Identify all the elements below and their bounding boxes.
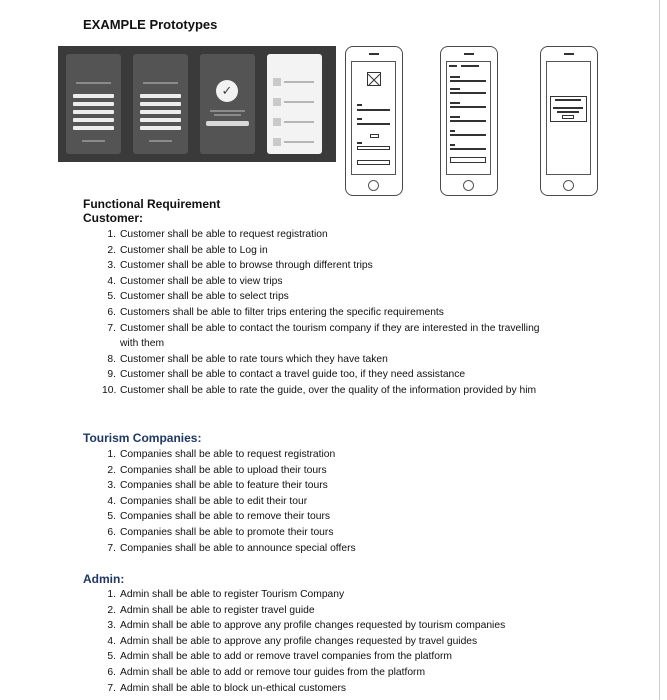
home-button-icon [563,180,574,191]
list-item: 3. Customer shall be able to browse through different trips [107,260,373,272]
list-item: 7. Companies shall be able to announce special offers [107,542,356,554]
list-item: 5. Customer shall be able to select trips [107,291,289,303]
list-item: 9. Customer shall be able to contact a travel guide too, if they need assistance [107,369,466,381]
list-item: 4. Companies shall be able to edit their tour [107,495,308,507]
list-item: 10. Customer shall be able to rate the guide, over the quality of the information provided by him [102,384,537,396]
tourism-companies-heading: Tourism Companies: [83,431,202,445]
wireframe-phone-registration [440,46,498,196]
wireframe-phone-login [345,46,403,196]
list-item: 1. Customer shall be able to request registration [107,229,328,240]
prototype-screens-dark [58,46,336,162]
customer-requirements-list [102,227,598,399]
list-item: 5. Admin shall be able to add or remove travel companies from the platform [107,651,452,663]
image-placeholder-icon [367,72,381,86]
customer-heading: Customer: [83,211,144,225]
wireframe-phone-confirmation [540,46,598,196]
section-heading: Functional Requirement [83,197,221,211]
list-item: 1. Admin shall be able to register Tourism Company [107,589,345,600]
list-item: 8. Customer shall be able to rate tours which they have taken [107,353,388,365]
admin-requirements-list [102,587,505,696]
page-title: EXAMPLE Prototypes [83,17,218,32]
prototype-screen-list [267,54,322,154]
list-item: 6. Companies shall be able to promote their tours [107,526,334,538]
list-item: 2. Admin shall be able to register travel guide [107,604,315,616]
list-item: 6. Customers shall be able to filter trips entering the specific requirements [107,306,444,318]
tourism-companies-requirements-list [102,447,356,556]
admin-heading: Admin: [83,572,125,586]
list-item: 2. Customer shall be able to Log in [107,244,268,256]
prototype-screen-register [66,54,121,154]
list-item: 4. Customer shall be able to view trips [107,275,283,287]
list-item: 6. Admin shall be able to add or remove tour guides from the platform [107,666,426,678]
list-item: 3. Companies shall be able to feature their tours [107,480,328,492]
prototype-screen-signup [133,54,188,154]
home-button-icon [368,180,379,191]
list-item: 2. Companies shall be able to upload their tours [107,464,327,476]
prototype-screen-confirmation [200,54,255,154]
checkmark-icon: ✓ [216,80,238,102]
list-item: 7. Admin shall be able to block un-ethical customers [107,682,347,694]
list-item: 1. Companies shall be able to request registration [107,449,336,460]
list-item: 7. Customer shall be able to contact the tourism company if they are interested in the travelling with them [107,322,540,350]
list-item: 5. Companies shall be able to remove their tours [107,511,331,523]
list-item: 3. Admin shall be able to approve any profile changes requested by tourism companies [107,620,506,632]
list-item: 4. Admin shall be able to approve any profile changes requested by travel guides [107,635,478,647]
home-button-icon [463,180,474,191]
